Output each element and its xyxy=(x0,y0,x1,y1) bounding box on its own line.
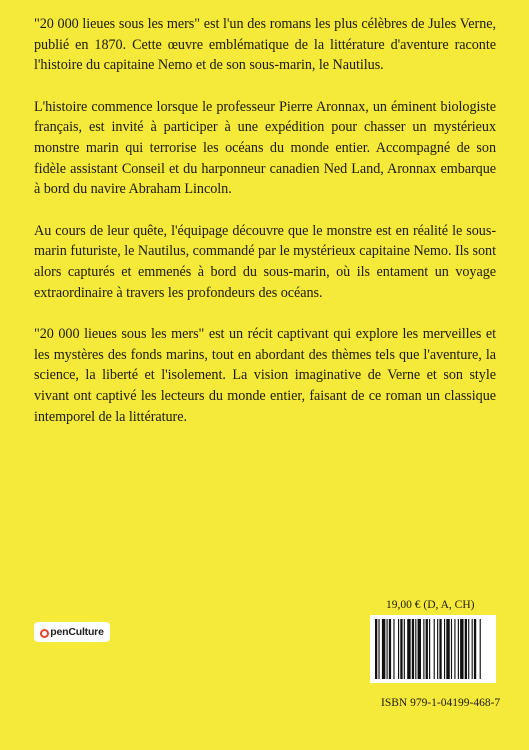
barcode-bar xyxy=(400,619,402,679)
barcode-bar xyxy=(465,619,467,679)
barcode-bar xyxy=(429,619,430,679)
barcode-bar xyxy=(412,619,414,679)
barcode-bar xyxy=(404,619,405,679)
barcode-bar xyxy=(451,619,452,679)
barcode-bar xyxy=(458,619,459,679)
barcode-bar xyxy=(437,619,438,679)
barcode-bar xyxy=(472,619,473,679)
paragraph-story-start: L'histoire commence lorsque le professeur Pierre Aronnax, un éminent biologiste français, est invité à participer à une expédition pour chasser un mystérieux monstre marin qui terrorise les océans du monde entier. Accompagné de son fidèle assistant Conseil et du harponneur canadien Ned Land, Aronnax embarque à bord du navire Abraham Lincoln. xyxy=(34,98,496,198)
barcode-bar xyxy=(393,619,394,679)
barcode-bar xyxy=(387,619,388,679)
paragraph-summary: "20 000 lieues sous les mers" est un récit captivant qui explore les merveilles et les mystères des fonds marins, tout en abordant des thèmes tels que l'aventure, la science, la liberté et l'isolement. La vision imaginative de Verne et son style vivant ont captivé les lecteurs du monde entier, faisant de ce roman un classique intemporel de la littérature. xyxy=(34,326,496,425)
back-cover-text xyxy=(34,14,496,448)
barcode-bar xyxy=(446,619,449,679)
barcode-bar xyxy=(415,619,416,679)
barcode-bar xyxy=(375,619,377,679)
paragraph-intro: "20 000 lieues sous les mers" est l'un des romans les plus célèbres de Jules Verne, publié en 1870. Cette œuvre emblématique de la littérature d'aventure raconte l'histoire du capitaine Nemo et de son sous-marin, le Nautilus. xyxy=(34,16,496,74)
barcode-bar xyxy=(378,619,379,679)
logo-text-culture: Culture xyxy=(68,626,104,638)
barcode-bar xyxy=(389,619,391,679)
barcode-bar xyxy=(423,619,424,679)
barcode-bar xyxy=(407,619,410,679)
publisher-logo xyxy=(34,622,110,642)
barcode-bar xyxy=(439,619,441,679)
isbn-label: ISBN 979-1-04199-468-7 xyxy=(381,697,501,709)
barcode-bar xyxy=(454,619,455,679)
barcode-bar xyxy=(460,619,463,679)
barcode-icon xyxy=(370,615,496,683)
barcode-bar xyxy=(444,619,445,679)
barcode-bar xyxy=(426,619,428,679)
barcode-bar xyxy=(480,619,481,679)
barcode-bar xyxy=(398,619,399,679)
barcode-bar xyxy=(468,619,469,679)
logo-ring-icon xyxy=(40,629,49,638)
barcode-bar xyxy=(418,619,421,679)
barcode-bar xyxy=(382,619,385,679)
logo-text-pen: pen xyxy=(50,626,69,638)
paragraph-quest: Au cours de leur quête, l'équipage découvre que le monstre est en réalité le sous-marin futuriste, le Nautilus, commandé par le mystérieux capitaine Nemo. Ils sont alors capturés et emmenés à bord du sous-marin, où ils entament un voyage extraordinaire à travers les profondeurs des océans. xyxy=(34,222,496,301)
barcode-bar xyxy=(434,619,435,679)
price-label: 19,00 € (D, A, CH) xyxy=(386,599,475,611)
barcode xyxy=(370,615,496,683)
barcode-bar xyxy=(474,619,476,679)
